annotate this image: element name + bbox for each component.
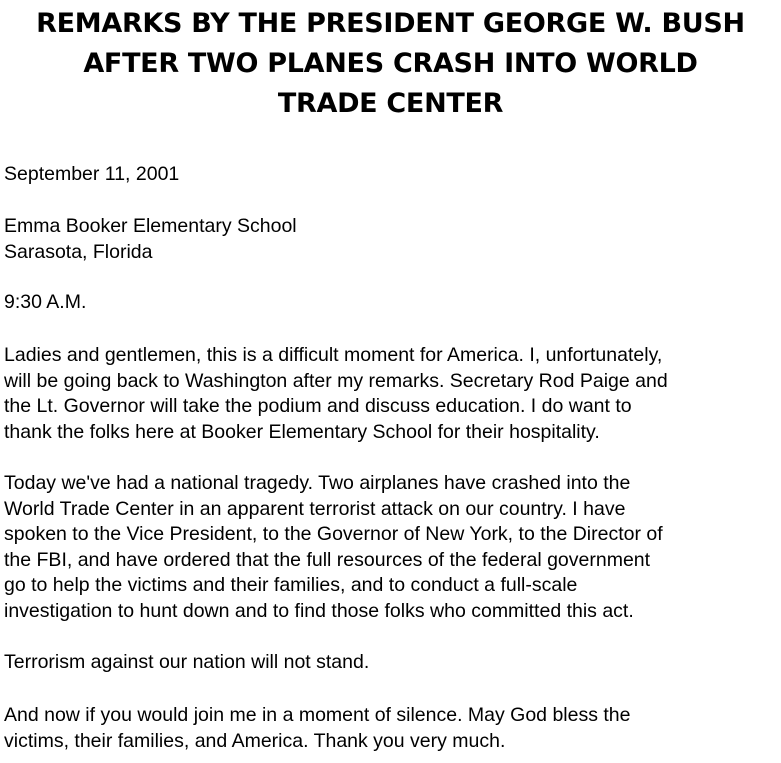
date-text: September 11, 2001: [4, 163, 180, 185]
paragraph-line: Ladies and gentlemen, this is a difficult moment for America. I, unfortunately,: [4, 344, 663, 366]
document-title: [0, 4, 781, 124]
paragraph-3: [4, 650, 779, 676]
paragraph-line: spoken to the Vice President, to the Governor of New York, to the Director of: [4, 523, 663, 546]
time: [4, 290, 779, 316]
paragraph-line: World Trade Center in an apparent terrorist attack on our country. I have: [4, 497, 626, 520]
title-line: AFTER TWO PLANES CRASH INTO WORLD: [83, 48, 698, 79]
paragraph-line: Terrorism against our nation will not stand.: [4, 651, 370, 673]
title-line: TRADE CENTER: [277, 88, 504, 119]
location-place: Emma Booker Elementary School: [4, 215, 297, 237]
paragraph-line: victims, their families, and America. Thank you very much.: [4, 729, 506, 752]
title-line: REMARKS BY THE PRESIDENT GEORGE W. BUSH: [36, 8, 745, 39]
paragraph-line: will be going back to Washington after my remarks. Secretary Rod Paige and: [4, 369, 668, 392]
paragraph-line: And now if you would join me in a moment of silence. May God bless the: [4, 704, 631, 726]
paragraph-line: the Lt. Governor will take the podium and discuss education. I do want to: [4, 395, 632, 418]
location: [4, 214, 779, 265]
paragraph-line: thank the folks here at Booker Elementary School for their hospitality.: [4, 420, 600, 443]
time-text: 9:30 A.M.: [4, 291, 87, 313]
paragraph-line: go to help the victims and their families, and to conduct a full-scale: [4, 574, 578, 597]
paragraph-line: Today we've had a national tragedy. Two airplanes have crashed into the: [4, 472, 631, 494]
paragraph-line: investigation to hunt down and to find those folks who committed this act.: [4, 599, 634, 622]
paragraph-4: [4, 703, 779, 754]
paragraph-1: [4, 343, 779, 445]
paragraph-line: the FBI, and have ordered that the full resources of the federal government: [4, 548, 651, 571]
date: [4, 162, 779, 188]
location-city: Sarasota, Florida: [4, 240, 153, 263]
paragraph-2: [4, 471, 779, 625]
